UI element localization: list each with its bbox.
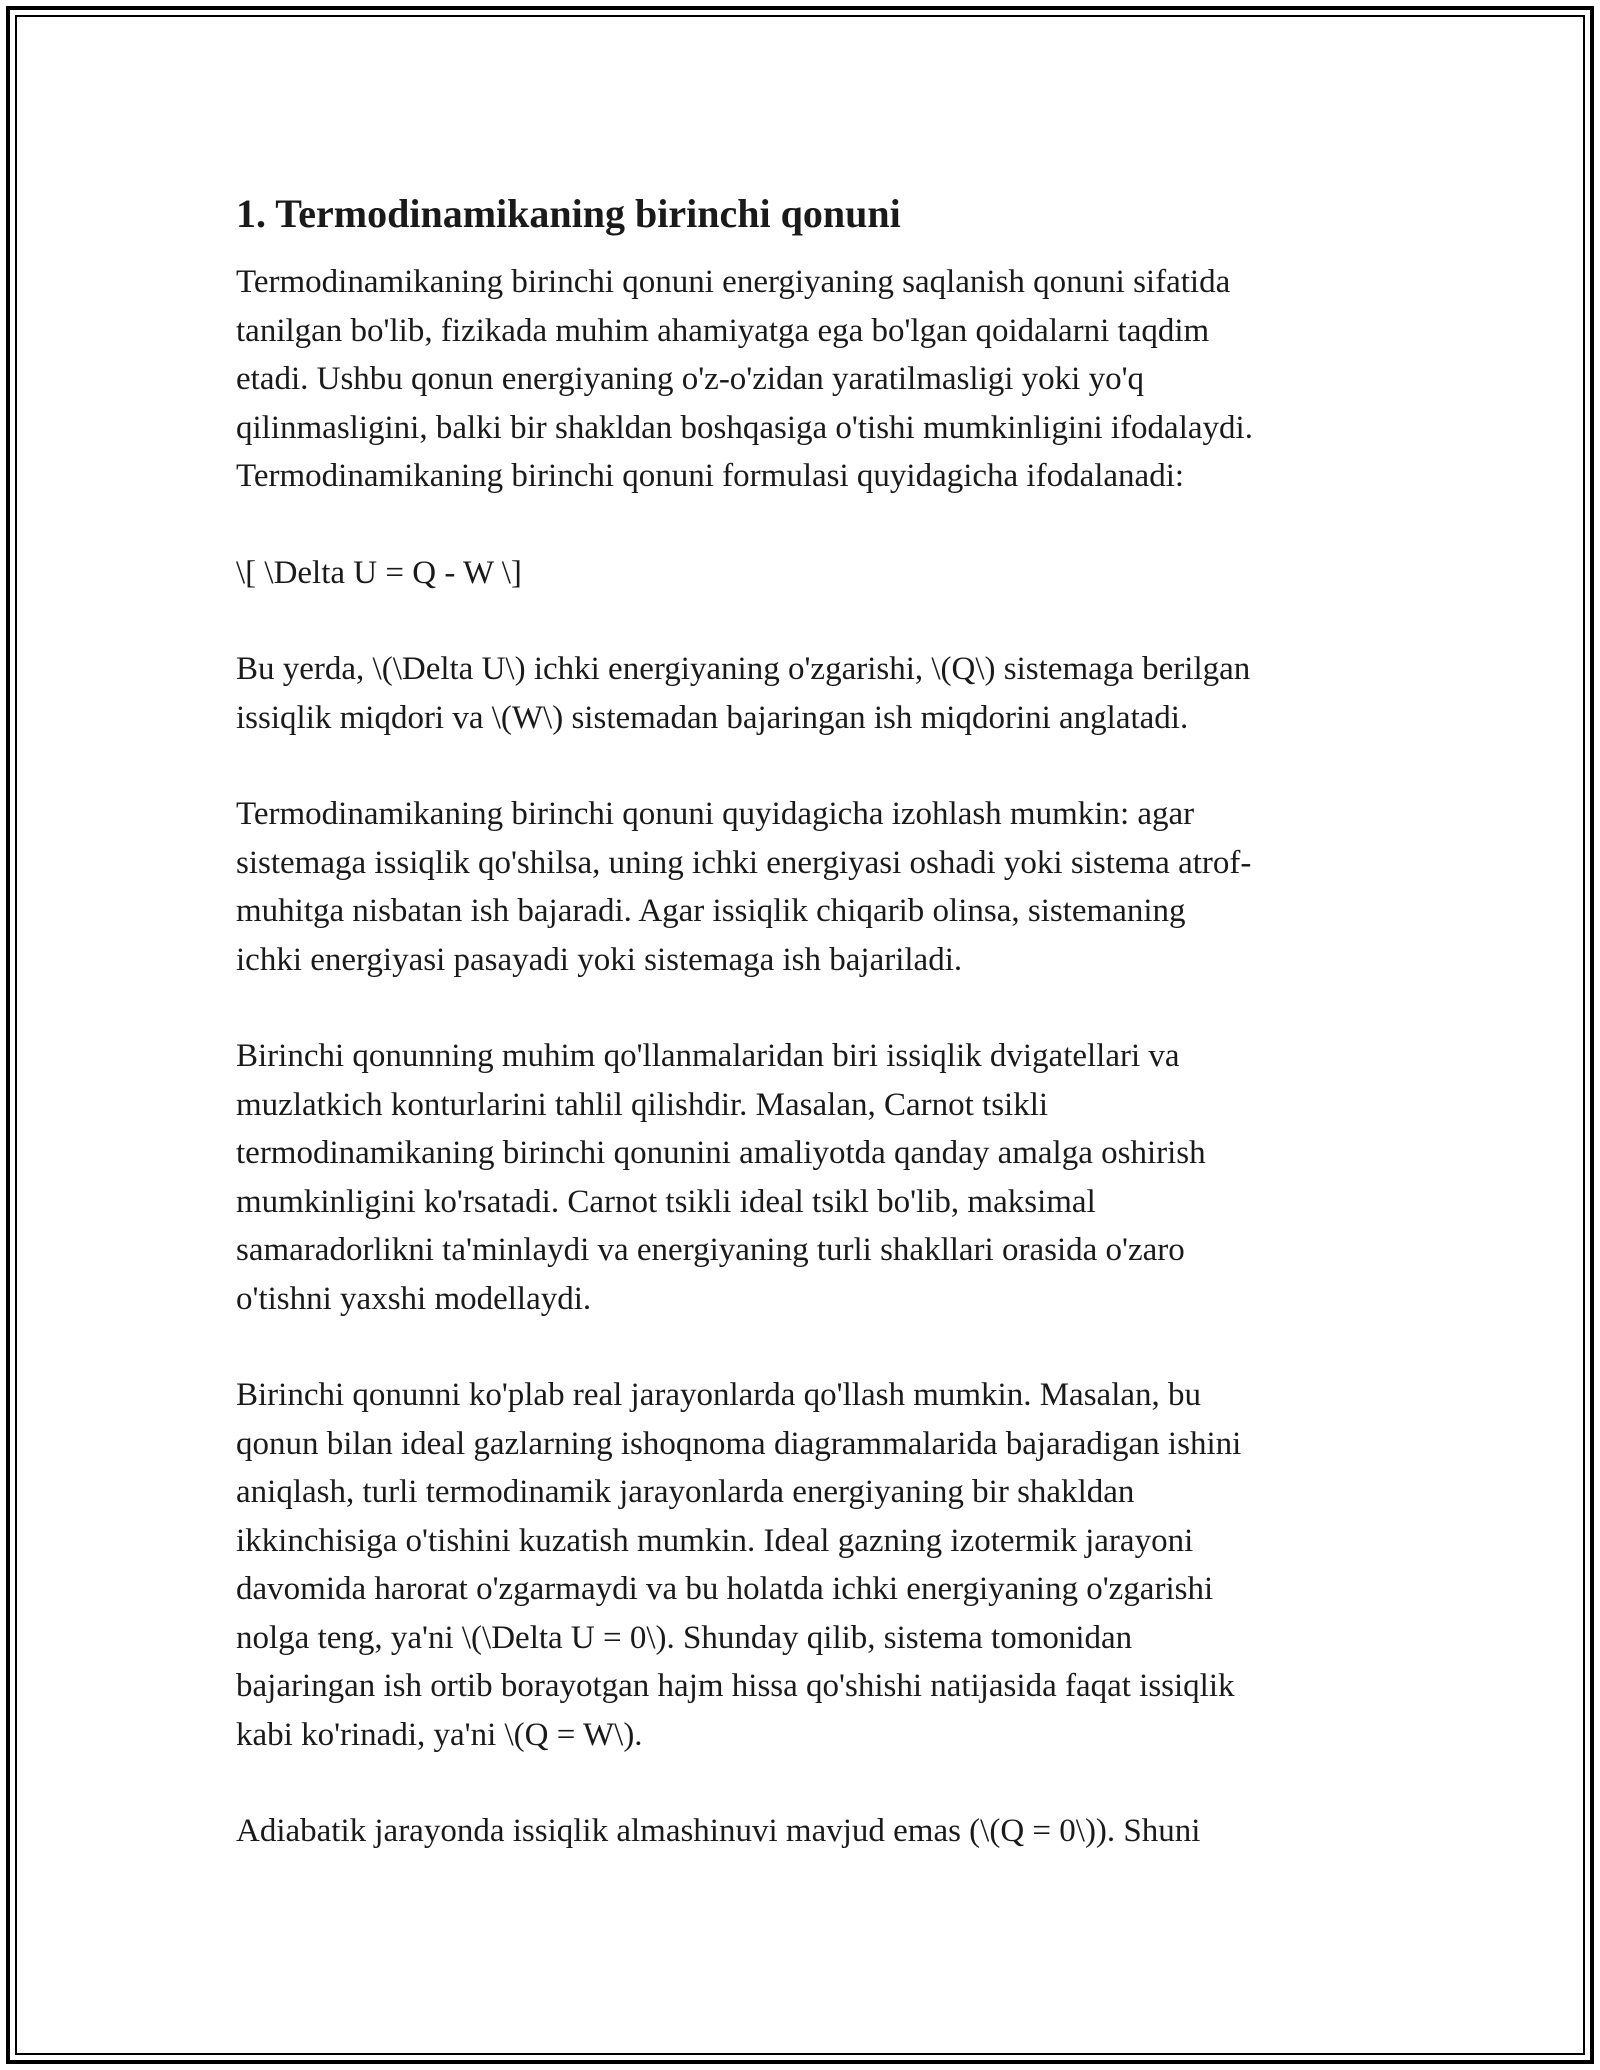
paragraph-real-processes: Birinchi qonunni ko'plab real jarayonlarda qo'llash mumkin. Masalan, bu qonun bilan ideal gazlarning ishoqnoma diagrammalarida bajaradigan ishini aniqlash, turli termodinamik jarayonlarda energiyaning bir shakldan ikkinchisiga o'tishini kuzatish mumkin. Ideal gazning izotermik jarayoni davomida harorat o'zgarmaydi va bu holatda ichki energiyaning o'zgarishi nolga teng, ya'ni \(\Delta U = 0\). Shunday qilib, sistema tomonidan bajaringan ish ortib borayotgan hajm hissa qo'shishi natijasida faqat issiqlik kabi ko'rinadi, ya'ni \(Q = W\). xyxy=(236,1377,1242,1753)
formula-first-law: \[ \Delta U = Q - W \] xyxy=(236,554,522,591)
paragraph-intro: Termodinamikaning birinchi qonuni energiyaning saqlanish qonuni sifatida tanilgan bo'lib, fizikada muhim ahamiyatga ega bo'lgan qoidalarni taqdim etadi. Ushbu qonun energiyaning o'z-o'zidan yaratilmasligi yoki yo'q qilinmasligini, balki bir shakldan boshqasiga o'tishi mumkinligini ifodalaydi. Termodinamikaning birinchi qonuni formulasi quyidagicha ifodalanadi: xyxy=(236,264,1253,494)
paragraph-applications: Birinchi qonunning muhim qo'llanmalaridan biri issiqlik dvigatellari va muzlatkich konturlarini tahlil qilishdir. Masalan, Carnot tsikli termodinamikaning birinchi qonunini amaliyotda qanday amalga oshirish mumkinligini ko'rsatadi. Carnot tsikli ideal tsikl bo'lib, maksimal samaradorlikni ta'minlaydi va energiyaning turli shakllari orasida o'zaro o'tishni yaxshi modellaydi. xyxy=(236,1038,1206,1317)
section-heading: 1. Termodinamikaning birinchi qonuni xyxy=(236,191,901,236)
paragraph-interpretation: Termodinamikaning birinchi qonuni quyidagicha izohlash mumkin: agar sistemaga issiqlik qo'shilsa, uning ichki energiyasi oshadi yoki sistema atrof- muhitga nisbatan ish bajaradi. Agar issiqlik chiqarib olinsa, sistemaning ichki energiyasi pasayadi yoki sistemaga ish bajariladi. xyxy=(236,796,1252,978)
paragraph-adiabatic: Adiabatik jarayonda issiqlik almashinuvi mavjud emas (\(Q = 0\)). Shuni xyxy=(236,1813,1201,1849)
document-body xyxy=(236,186,1386,1856)
paragraph-definitions: Bu yerda, \(\Delta U\) ichki energiyaning o'zgarishi, \(Q\) sistemaga berilgan issiqlik miqdori va \(W\) sistemadan bajaringan ish miqdorini anglatadi. xyxy=(236,651,1251,736)
